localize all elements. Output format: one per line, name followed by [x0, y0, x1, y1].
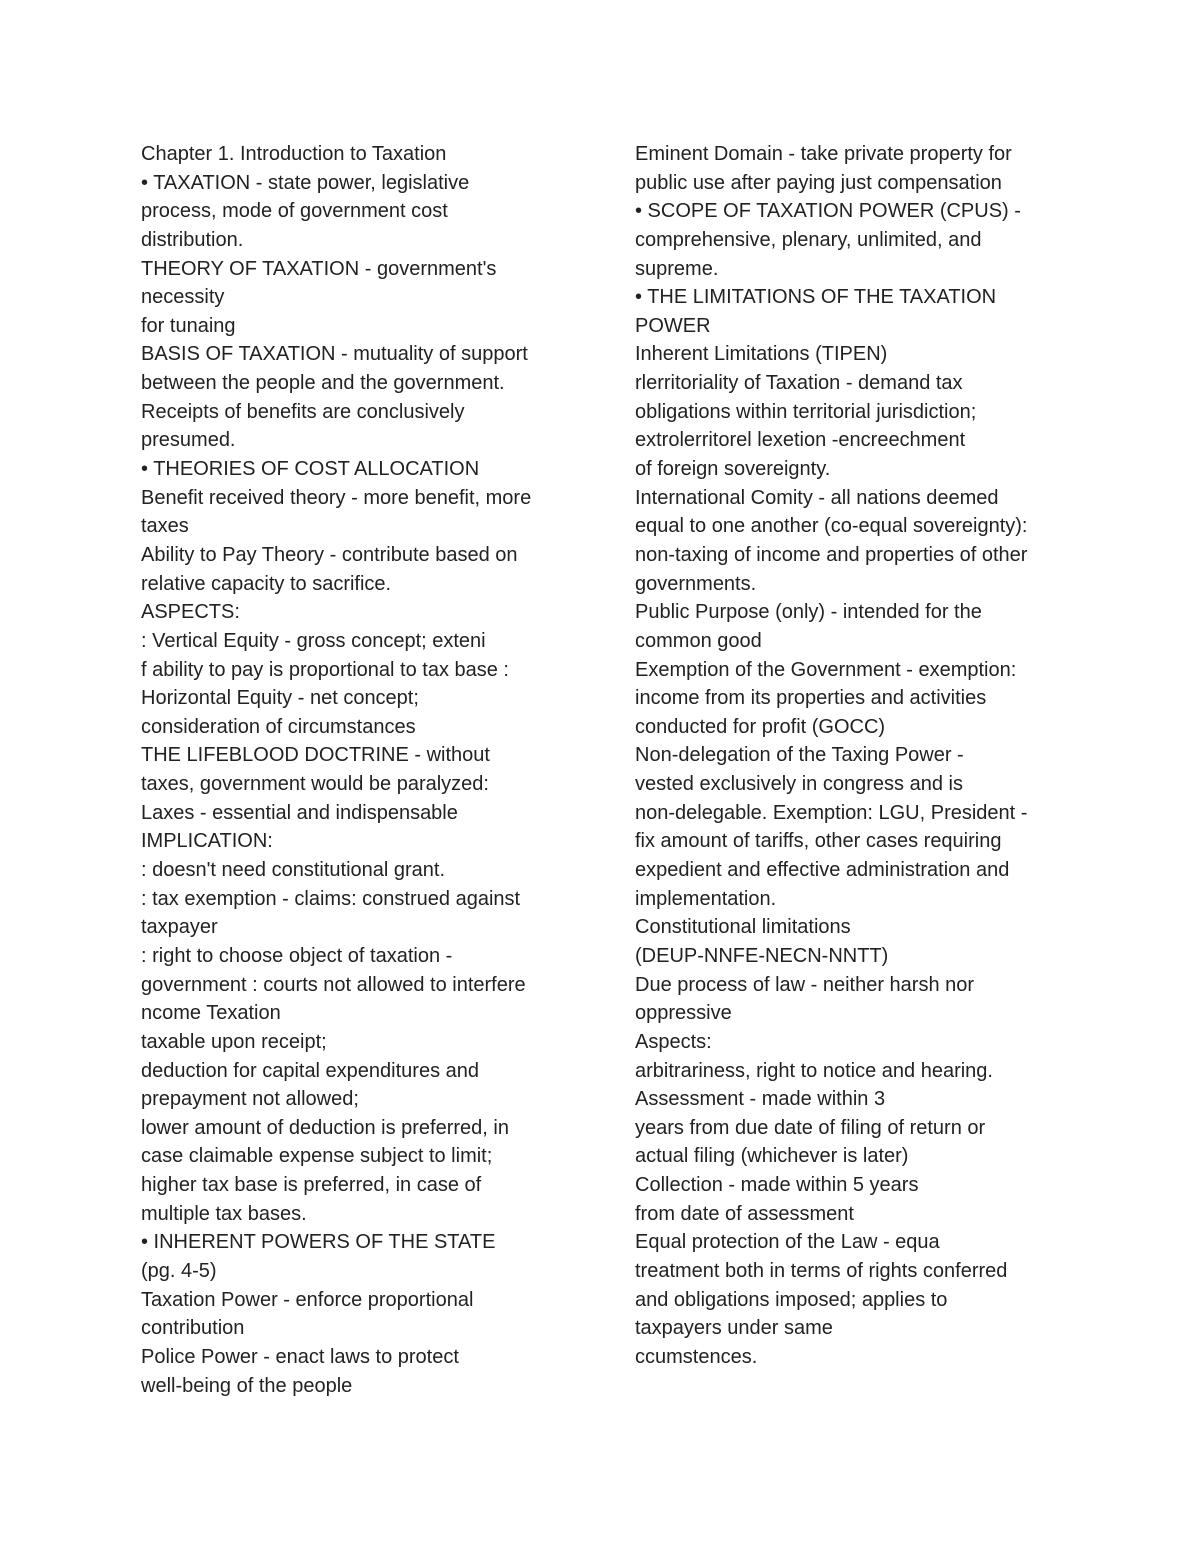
text-line: Taxation Power - enforce proportional	[141, 1288, 474, 1311]
text-line: f ability to pay is proportional to tax base :	[141, 658, 509, 681]
text-line: taxable upon receipt;	[141, 1030, 327, 1053]
text-line: from date of assessment	[635, 1202, 854, 1225]
text-line: (DEUP-NNFE-NECN-NNTT)	[635, 944, 889, 967]
text-line: conducted for profit (GOCC)	[635, 715, 886, 738]
text-line: Due process of law - neither harsh nor	[635, 973, 975, 996]
text-line: : Vertical Equity - gross concept; exteni	[141, 629, 486, 652]
text-line: obligations within territorial jurisdiction;	[635, 400, 977, 423]
text-line: POWER	[635, 314, 711, 337]
text-line: • THE LIMITATIONS OF THE TAXATION	[635, 286, 997, 309]
text-line: lower amount of deduction is preferred, in	[141, 1116, 509, 1139]
text-line: fix amount of tariffs, other cases requiring	[635, 830, 1002, 853]
text-line: oppressive	[635, 1002, 732, 1025]
text-line: prepayment not allowed;	[141, 1088, 359, 1111]
text-line: rlerritoriality of Taxation - demand tax	[635, 372, 963, 395]
text-line: deduction for capital expenditures and	[141, 1059, 480, 1082]
text-line: taxes	[141, 515, 189, 538]
text-line: ASPECTS:	[141, 601, 240, 624]
text-line: • SCOPE OF TAXATION POWER (CPUS) -	[635, 200, 1021, 223]
text-line: Non-delegation of the Taxing Power -	[635, 744, 964, 767]
text-line: supreme.	[635, 257, 719, 280]
text-line: Equal protection of the Law - equa	[635, 1231, 940, 1254]
text-line: Public Purpose (only) - intended for the	[635, 601, 982, 624]
text-line: presumed.	[141, 429, 236, 452]
right-column	[635, 140, 1075, 1372]
text-line: equal to one another (co-equal sovereignty):	[635, 515, 1028, 538]
text-line: • THEORIES OF COST ALLOCATION	[141, 458, 480, 481]
text-line: taxpayer	[141, 916, 218, 939]
text-line: THE LIFEBLOOD DOCTRINE - without	[141, 744, 490, 767]
text-line: Aspects:	[635, 1030, 712, 1053]
text-line: Ability to Pay Theory - contribute based on	[141, 543, 518, 566]
text-line: Exemption of the Government - exemption:	[635, 658, 1017, 681]
text-line: income from its properties and activities	[635, 687, 987, 710]
text-line: taxpayers under same	[635, 1317, 833, 1340]
text-line: Laxes - essential and indispensable	[141, 801, 458, 824]
text-line: Chapter 1. Introduction to Taxation	[141, 143, 447, 165]
text-line: relative capacity to sacrifice.	[141, 572, 392, 595]
text-line: government : courts not allowed to interfere	[141, 973, 526, 996]
text-line: actual filing (whichever is later)	[635, 1145, 909, 1168]
text-line: BASIS OF TAXATION - mutuality of support	[141, 343, 528, 366]
text-line: governments.	[635, 572, 757, 595]
text-line: : right to choose object of taxation -	[141, 944, 453, 967]
text-line: Constitutional limitations	[635, 916, 851, 939]
text-line: between the people and the government.	[141, 372, 505, 395]
text-line: • TAXATION - state power, legislative	[141, 171, 470, 194]
text-line: consideration of circumstances	[141, 715, 416, 738]
text-line: and obligations imposed; applies to	[635, 1288, 948, 1311]
text-line: Collection - made within 5 years	[635, 1174, 919, 1197]
text-line: Receipts of benefits are conclusively	[141, 400, 465, 423]
text-line: : doesn't need constitutional grant.	[141, 859, 446, 882]
text-line: for tunaing	[141, 314, 236, 337]
text-line: International Comity - all nations deemed	[635, 486, 999, 509]
text-line: IMPLICATION:	[141, 830, 273, 853]
text-line: years from due date of filing of return or	[635, 1116, 986, 1139]
text-line: multiple tax bases.	[141, 1202, 307, 1225]
left-column	[141, 140, 581, 1400]
text-line: arbitrariness, right to notice and hearing.	[635, 1059, 993, 1082]
text-line: Assessment - made within 3	[635, 1088, 886, 1111]
text-line: vested exclusively in congress and is	[635, 773, 963, 796]
text-line: extrolerritorel lexetion -encreechment	[635, 429, 966, 452]
text-line: Eminent Domain - take private property for	[635, 143, 1012, 165]
text-line: contribution	[141, 1317, 245, 1340]
text-line: necessity	[141, 286, 225, 309]
text-line: process, mode of government cost	[141, 200, 448, 223]
text-line: case claimable expense subject to limit;	[141, 1145, 493, 1168]
text-line: Benefit received theory - more benefit, more	[141, 486, 532, 509]
text-line: of foreign sovereignty.	[635, 458, 831, 481]
text-line: : tax exemption - claims: construed against	[141, 887, 521, 910]
text-line: Horizontal Equity - net concept;	[141, 687, 419, 710]
text-line: Police Power - enact laws to protect	[141, 1345, 459, 1368]
text-line: comprehensive, plenary, unlimited, and	[635, 228, 982, 251]
text-line: well-being of the people	[141, 1374, 353, 1397]
text-line: distribution.	[141, 228, 244, 251]
text-line: Inherent Limitations (TIPEN)	[635, 343, 888, 366]
text-line: THEORY OF TAXATION - government's	[141, 257, 497, 280]
text-line: treatment both in terms of rights conferred	[635, 1259, 1008, 1282]
text-line: public use after paying just compensation	[635, 171, 1002, 194]
text-line: • INHERENT POWERS OF THE STATE	[141, 1231, 496, 1254]
text-line: higher tax base is preferred, in case of	[141, 1174, 482, 1197]
text-line: common good	[635, 629, 762, 652]
text-line: implementation.	[635, 887, 777, 910]
text-line: (pg. 4-5)	[141, 1259, 217, 1282]
text-line: ncome Texation	[141, 1002, 281, 1025]
text-line: taxes, government would be paralyzed:	[141, 773, 489, 796]
text-line: ccumstences.	[635, 1345, 758, 1368]
text-line: non-taxing of income and properties of other	[635, 543, 1028, 566]
text-line: expedient and effective administration and	[635, 859, 1010, 882]
text-line: non-delegable. Exemption: LGU, President -	[635, 801, 1028, 824]
